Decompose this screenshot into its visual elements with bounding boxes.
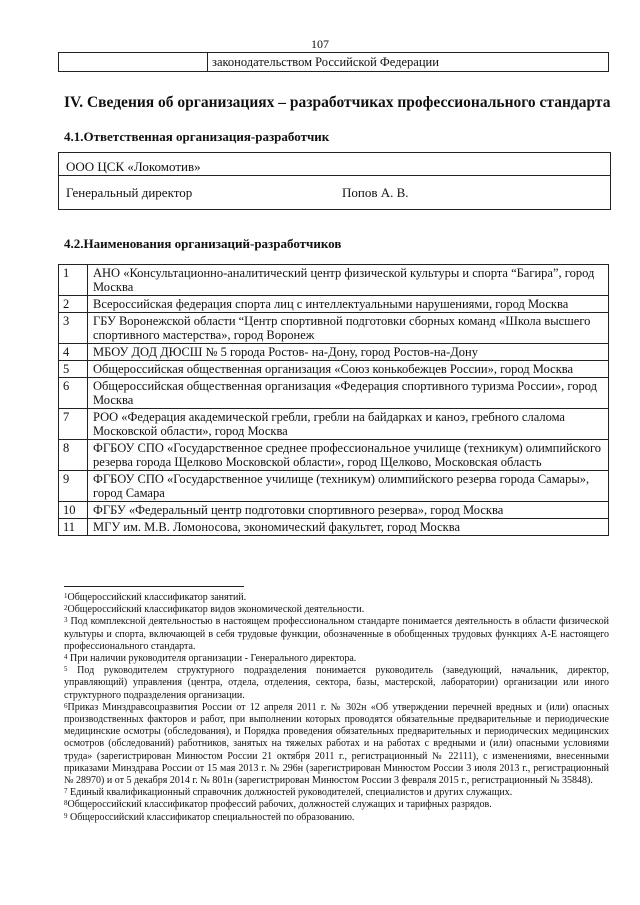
- responsible-org-box: [58, 152, 611, 210]
- footnote-mark: 9: [64, 811, 68, 820]
- row-number: 1: [59, 265, 88, 296]
- organization-name: МБОУ ДОД ДЮСШ № 5 города Ростов- на-Дону, город Ростов-на-Дону: [88, 344, 609, 361]
- row-number: 6: [59, 378, 88, 409]
- row-number: 8: [59, 440, 88, 471]
- footnote: [64, 616, 609, 653]
- table-row: [59, 378, 609, 409]
- footnote-text: Общероссийский классификатор видов экономической деятельности.: [67, 604, 365, 616]
- footnote: [64, 787, 609, 799]
- footnote: [64, 592, 609, 604]
- organization-name: ФГБУ «Федеральный центр подготовки спортивного резерва», город Москва: [88, 502, 609, 519]
- footnote-separator: [64, 586, 244, 587]
- responsible-org-name: ООО ЦСК «Локомотив»: [66, 159, 201, 174]
- organization-name: Всероссийская федерация спорта лиц с интеллектуальными нарушениями, город Москва: [88, 296, 609, 313]
- continued-table-row: [58, 52, 609, 72]
- row-number: 7: [59, 409, 88, 440]
- footnote-mark: 2: [64, 604, 68, 613]
- organization-name: РОО «Федерация академической гребли, гребли на байдарках и каноэ, гребного слалома Московской области», город Москва: [88, 409, 609, 440]
- table-row: [59, 313, 609, 344]
- footnote: [64, 812, 609, 824]
- footnote-text: Под руководителем структурного подразделения понимается руководитель (заведующий, начальник, директор, управляющий) управления (центра, отдела, отделения, сектора, базы, мастерской, лаборатории) организации или иного структурного подразделения организации.: [64, 665, 609, 701]
- footnote-mark: 6: [64, 701, 68, 710]
- table-row: [59, 265, 609, 296]
- table-row: [59, 361, 609, 378]
- footnote: [64, 799, 609, 811]
- footnote-mark: 3: [64, 616, 68, 625]
- footnote-mark: 4: [64, 653, 68, 662]
- footnote: [64, 604, 609, 616]
- footnote-mark: 7: [64, 787, 68, 796]
- organization-name: ФГБОУ СПО «Государственное среднее профессиональное училище (техникум) олимпийского резерва города Щелково Московской области», город Щелково, Московская область: [88, 440, 609, 471]
- table-row: [59, 471, 609, 502]
- footnote: [64, 665, 609, 702]
- top-row-text: законодательством Российской Федерации: [208, 53, 609, 72]
- organization-name: АНО «Консультационно-аналитический центр физической культуры и спорта “Багира”, город Москва: [88, 265, 609, 296]
- footnote-text: Общероссийский классификатор специальностей по образованию.: [67, 811, 355, 823]
- footnote-text: Общероссийский классификатор занятий.: [67, 592, 247, 603]
- footnote: [64, 702, 609, 787]
- divider: [59, 175, 610, 176]
- row-number: 2: [59, 296, 88, 313]
- row-number: 9: [59, 471, 88, 502]
- row-number: 4: [59, 344, 88, 361]
- footnote-mark: 8: [64, 799, 68, 808]
- row-number: 11: [59, 519, 88, 536]
- organization-name: МГУ им. М.В. Ломоносова, экономический факультет, город Москва: [88, 519, 609, 536]
- page-number: 107: [311, 37, 329, 51]
- organization-name: ГБУ Воронежской области “Центр спортивной подготовки сборных команд «Школа высшего спортивного мастерства», город Воронеж: [88, 313, 609, 344]
- footnotes: [64, 592, 609, 824]
- table-row: [59, 296, 609, 313]
- row-number: 5: [59, 361, 88, 378]
- table-row: [59, 409, 609, 440]
- section-title: IV. Сведения об организациях – разработчиках профессионального стандарта: [64, 94, 611, 111]
- organization-name: ФГБОУ СПО «Государственное училище (техникум) олимпийского резерва города Самары», город Самара: [88, 471, 609, 502]
- responsible-person: Попов А. В.: [342, 185, 409, 200]
- table-row: [59, 502, 609, 519]
- footnote-text: Приказ Минздравсоцразвития России от 12 апреля 2011 г. № 302н «Об утверждении перечней вредных и (или) опасных производственных факторов и работ, при выполнении которых проводятся обязательные предварительные и периодические медицинские осмотры (обследования), и Порядка проведения обязательных предварительных и периодических медицинских осмотров (обследований) работников, занятых на тяжелых работах и на работах с вредными и (или) опасными условиями труда» (зарегистрирован Минюстом России 21 октября 2011 г., регистрационный № 22111), с изменениями, внесенными приказами Минздрава России от 15 мая 2013 г. № 296н (зарегистрирован Минюстом России 3 июля 2013 г., регистрационный № 28970) и от 5 декабря 2014 г. № 801н (зарегистрирован Минюстом России 3 февраля 2015 г., регистрационный № 35848).: [64, 701, 609, 787]
- footnote-text: Единый квалификационный справочник должностей руководителей, специалистов и других служащих.: [67, 787, 513, 799]
- organization-name: Общероссийская общественная организация «Федерация спортивного туризма России», город Москва: [88, 378, 609, 409]
- footnote-text: Под комплексной деятельностью в настоящем профессиональном стандарте понимается деятельность в области физической культуры и спорта, включающей в себя трудовые функции, обозначенные в обобщенных трудовых функциях А-Е настоящего профессионального стандарта.: [64, 616, 609, 652]
- table-row: [59, 344, 609, 361]
- responsible-role: Генеральный директор: [66, 185, 193, 200]
- footnote-mark: 5: [64, 665, 68, 674]
- responsible-heading: 4.1.Ответственная организация-разработчик: [64, 129, 330, 144]
- footnote-mark: 1: [64, 592, 68, 600]
- table-row: [59, 519, 609, 536]
- organization-name: Общероссийская общественная организация «Союз конькобежцев России», город Москва: [88, 361, 609, 378]
- footnote: [64, 653, 609, 665]
- developers-heading: 4.2.Наименования организаций-разработчиков: [64, 236, 342, 251]
- table-row: [59, 440, 609, 471]
- row-number: 3: [59, 313, 88, 344]
- developers-table: [58, 264, 609, 536]
- empty-cell: [59, 53, 208, 72]
- row-number: 10: [59, 502, 88, 519]
- footnote-text: Общероссийский классификатор профессий рабочих, должностей служащих и тарифных разрядов.: [67, 799, 492, 811]
- footnote-text: При наличии руководителя организации - Генерального директора.: [67, 653, 357, 665]
